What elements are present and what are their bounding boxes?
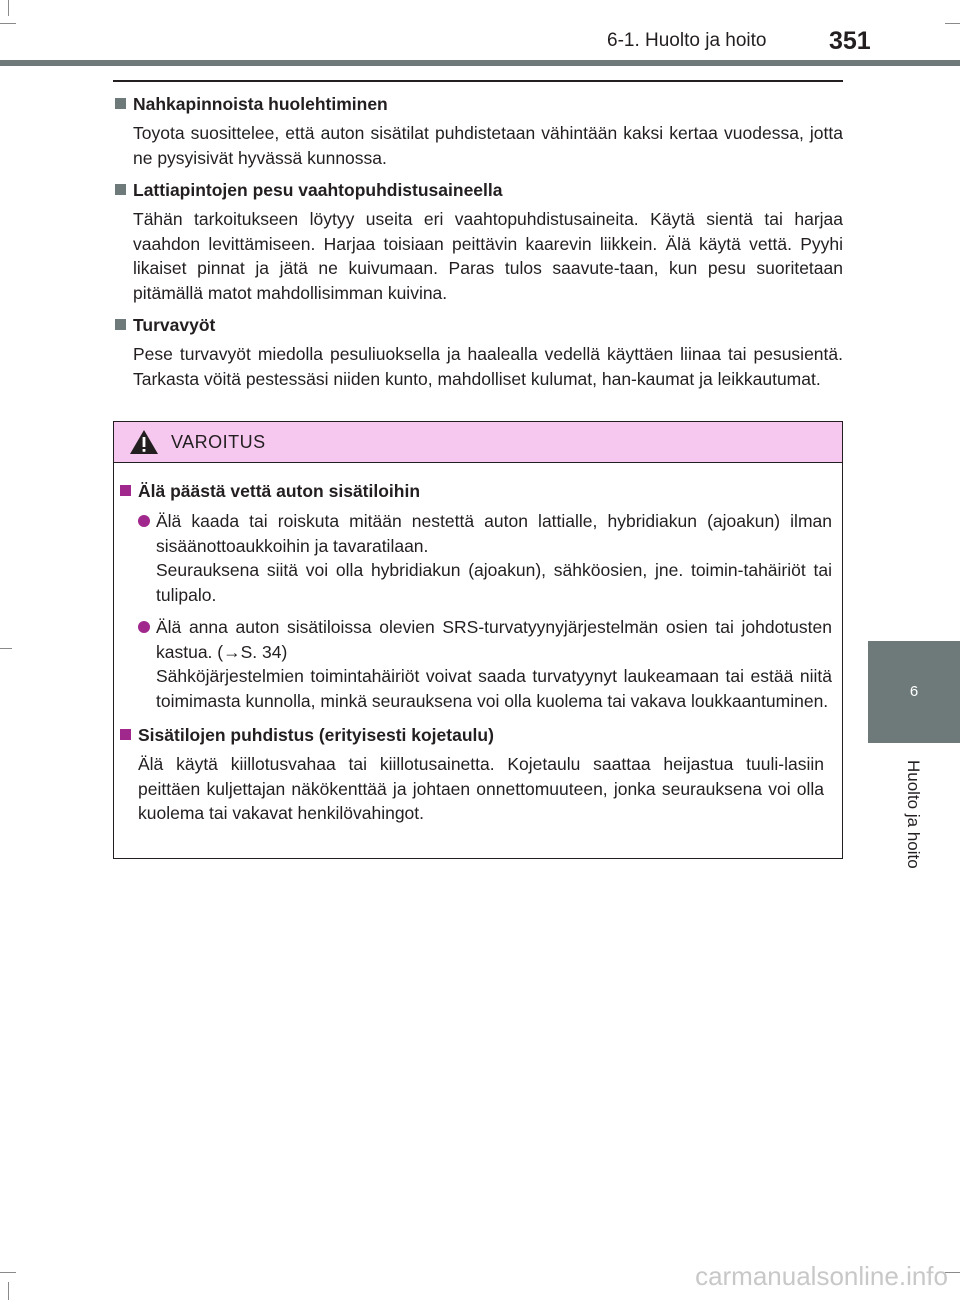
section-body: Toyota suosittelee, että auton sisätilat puhdistetaan vähintään kaksi kertaa vuodessa, jotta ne pysyisivät hyvässä kunnossa. bbox=[133, 123, 843, 168]
bullet-line: Seurauksena siitä voi olla hybridiakun (ajoakun), sähköosien, jne. toimin-tahäiriöt tai tulipalo. bbox=[156, 560, 832, 605]
warning-header bbox=[114, 422, 842, 463]
warning-block bbox=[118, 479, 832, 713]
bullet-line: Älä anna auton sisätiloissa olevien SRS-turvatyynyjärjestelmän osien tai johdotusten kastua. (→S. 34) bbox=[156, 617, 832, 662]
section-body: Tähän tarkoitukseen löytyy useita eri vaahtopuhdistusaineita. Käytä sientä tai harjaa vaahdon levittämiseen. Harjaa toisiaan peittävin kaarevin liikkein. Älä käytä vettä. Pyyhi likaiset pinnat ja jätä ne kuivumaan. Paras tulos saavute-taan, kun pesu suoritetaan pitämällä matot mahdollisimman kuivina. bbox=[133, 209, 843, 303]
crop-mark bbox=[8, 1282, 9, 1300]
crop-mark bbox=[8, 0, 9, 16]
section-heading bbox=[113, 92, 843, 116]
warning-bullet bbox=[138, 615, 832, 713]
section-heading bbox=[113, 178, 843, 202]
crop-mark bbox=[0, 1272, 16, 1273]
warning-heading-text: Älä päästä vettä auton sisätiloihin bbox=[138, 481, 421, 501]
warning-block-heading bbox=[118, 479, 832, 503]
chapter-tab: 6 bbox=[868, 641, 960, 743]
square-bullet-icon bbox=[115, 98, 126, 109]
section-seatbelts bbox=[113, 313, 843, 391]
crop-mark bbox=[0, 648, 12, 649]
dot-bullet-icon bbox=[138, 515, 150, 527]
warning-block-body: Älä käytä kiillotusvahaa tai kiillotusainetta. Kojetaulu saattaa heijastua tuuli-lasiin peittäen kuljettajan näkökenttää ja johtaen onnettomuuteen, jonka seurauksena voi olla kuolema tai vakavat henkilövahingot. bbox=[138, 754, 824, 823]
square-bullet-icon bbox=[115, 319, 126, 330]
warning-bullet-text bbox=[156, 509, 832, 607]
warning-bullet bbox=[138, 509, 832, 607]
chapter-tab-label: Huolto ja hoito bbox=[904, 760, 923, 869]
watermark: carmanualsonline.info bbox=[695, 1261, 948, 1291]
warning-box bbox=[113, 421, 843, 859]
dot-bullet-icon bbox=[138, 621, 150, 633]
warning-triangle-icon bbox=[129, 428, 159, 456]
section-heading-text: Nahkapinnoista huolehtiminen bbox=[133, 94, 388, 114]
square-bullet-icon bbox=[120, 729, 131, 740]
section-heading-text: Lattiapintojen pesu vaahtopuhdistusaineella bbox=[133, 180, 503, 200]
warning-body bbox=[114, 463, 842, 826]
main-content bbox=[113, 92, 843, 399]
top-rule bbox=[113, 80, 843, 82]
warning-bullet-text bbox=[156, 615, 832, 713]
crop-mark bbox=[945, 23, 960, 24]
page-number: 351 bbox=[829, 27, 871, 55]
section-leather-care bbox=[113, 92, 843, 170]
section-body: Pese turvavyöt miedolla pesuliuoksella ja haalealla vedellä käyttäen liinaa tai pesusientä. Tarkasta vöitä pestessäsi niiden kunto, mahdolliset kulumat, han-kaumat ja leikkautumat. bbox=[133, 344, 843, 389]
warning-title: VAROITUS bbox=[171, 431, 266, 452]
warning-block-heading bbox=[118, 723, 832, 747]
section-heading-text: Turvavyöt bbox=[133, 315, 216, 335]
square-bullet-icon bbox=[120, 485, 131, 496]
warning-heading-text: Sisätilojen puhdistus (erityisesti kojetaulu) bbox=[138, 725, 494, 745]
crop-mark bbox=[0, 23, 16, 24]
header-section-title: 6-1. Huolto ja hoito bbox=[607, 30, 767, 51]
bullet-line: Älä kaada tai roiskuta mitään nestettä auton lattialle, hybridiakun (ajoakun) ilman sisäänottoaukkoihin ja tavaratilaan. bbox=[156, 511, 832, 556]
section-floor-cleaning bbox=[113, 178, 843, 305]
bullet-line: Sähköjärjestelmien toimintahäiriöt voivat saada turvatyynyt laukeamaan tai estää niitä toimimasta kunnolla, minkä seurauksena voi olla kuolema tai vakava loukkaantuminen. bbox=[156, 666, 832, 711]
square-bullet-icon bbox=[115, 184, 126, 195]
section-heading bbox=[113, 313, 843, 337]
warning-block bbox=[118, 723, 832, 826]
header-bar bbox=[0, 60, 960, 66]
